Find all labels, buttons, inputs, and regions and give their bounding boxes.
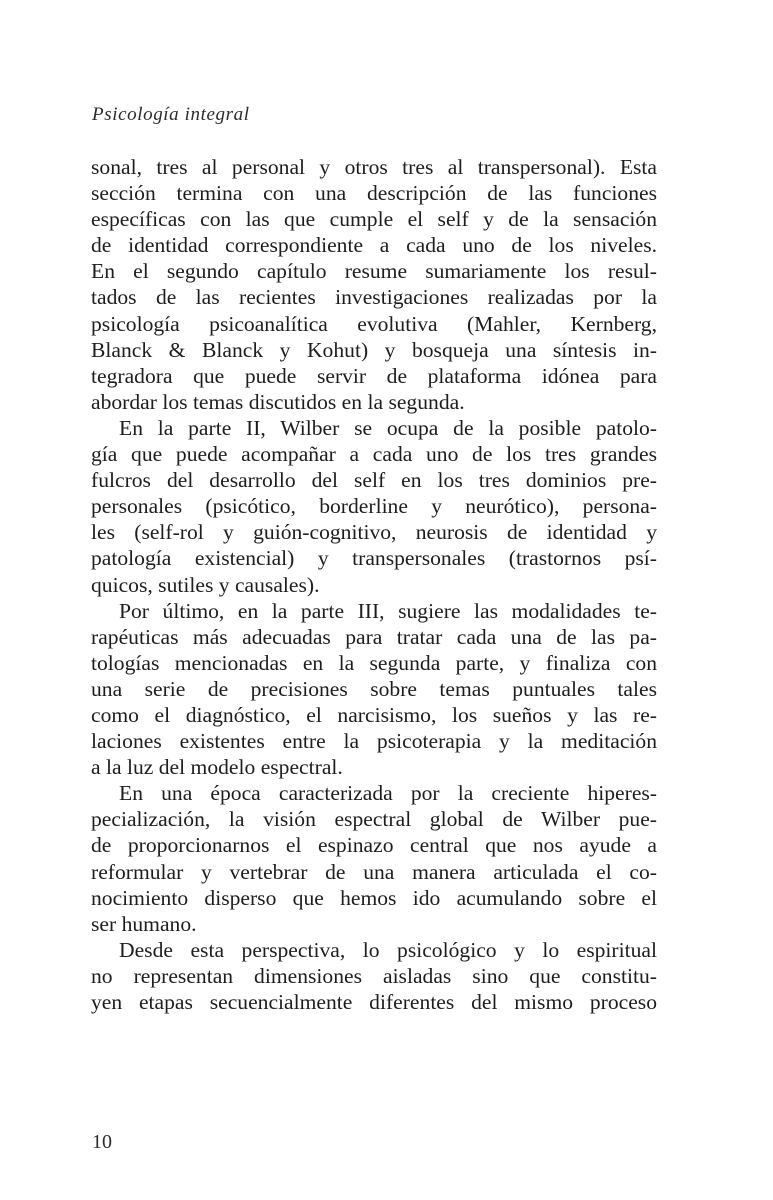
text-line: psicología psicoanalítica evolutiva (Mahler, Kernberg, xyxy=(91,311,657,336)
text-line: a la luz del modelo espectral. xyxy=(91,755,343,780)
text-line: no representan dimensiones aisladas sino que constitu- xyxy=(91,963,657,988)
text-line: En el segundo capítulo resume sumariamente los resul- xyxy=(91,259,657,284)
text-line: Blanck & Blanck y Kohut) y bosqueja una síntesis in- xyxy=(91,337,657,362)
text-line: reformular y vertebrar de una manera articulada el co- xyxy=(91,859,657,884)
text-line: ser humano. xyxy=(91,911,197,936)
text-line: tados de las recientes investigaciones realizadas por la xyxy=(91,285,657,310)
body-text xyxy=(91,154,657,1015)
text-line: En la parte II, Wilber se ocupa de la posible patolo- xyxy=(119,415,657,440)
text-line: de identidad correspondiente a cada uno de los niveles. xyxy=(91,233,657,258)
text-line: sección termina con una descripción de las funciones xyxy=(91,181,657,206)
text-line: como el diagnóstico, el narcisismo, los sueños y las re- xyxy=(91,702,657,727)
running-head: Psicología integral xyxy=(92,104,250,125)
text-line: rapéuticas más adecuadas para tratar cada una de las pa- xyxy=(91,624,657,649)
paragraph xyxy=(91,154,657,415)
text-line: les (self-rol y guión-cognitivo, neurosis de identidad y xyxy=(91,520,657,545)
text-line: patología existencial) y transpersonales (trastornos psí- xyxy=(91,546,657,571)
paragraph xyxy=(91,780,657,937)
text-line: específicas con las que cumple el self y de la sensación xyxy=(91,207,657,232)
text-line: sonal, tres al personal y otros tres al transpersonal). Esta xyxy=(91,155,657,179)
text-line: gía que puede acompañar a cada uno de los tres grandes xyxy=(91,442,657,467)
text-line: tegradora que puede servir de plataforma idónea para xyxy=(91,363,657,388)
text-line: laciones existentes entre la psicoterapia y la meditación xyxy=(91,729,657,754)
text-line: una serie de precisiones sobre temas puntuales tales xyxy=(91,676,657,701)
text-line: Por último, en la parte III, sugiere las modalidades te- xyxy=(119,598,657,623)
page-number: 10 xyxy=(92,1131,112,1153)
text-line: En una época caracterizada por la creciente hiperes- xyxy=(119,781,657,806)
paragraph xyxy=(91,937,657,1015)
text-line: personales (psicótico, borderline y neurótico), persona- xyxy=(91,494,657,519)
paragraph xyxy=(91,598,657,781)
text-line: fulcros del desarrollo del self en los tres dominios pre- xyxy=(91,468,657,493)
text-line: tologías mencionadas en la segunda parte, y finaliza con xyxy=(91,650,657,675)
text-line: quicos, sutiles y causales). xyxy=(91,572,320,597)
text-line: de proporcionarnos el espinazo central que nos ayude a xyxy=(91,833,657,858)
text-line: yen etapas secuencialmente diferentes del mismo proceso xyxy=(91,990,657,1014)
text-line: nocimiento disperso que hemos ido acumulando sobre el xyxy=(91,885,657,910)
paragraph xyxy=(91,415,657,598)
text-line: pecialización, la visión espectral global de Wilber pue- xyxy=(91,807,657,832)
text-line: abordar los temas discutidos en la segunda. xyxy=(91,389,465,414)
text-line: Desde esta perspectiva, lo psicológico y lo espiritual xyxy=(119,937,657,962)
